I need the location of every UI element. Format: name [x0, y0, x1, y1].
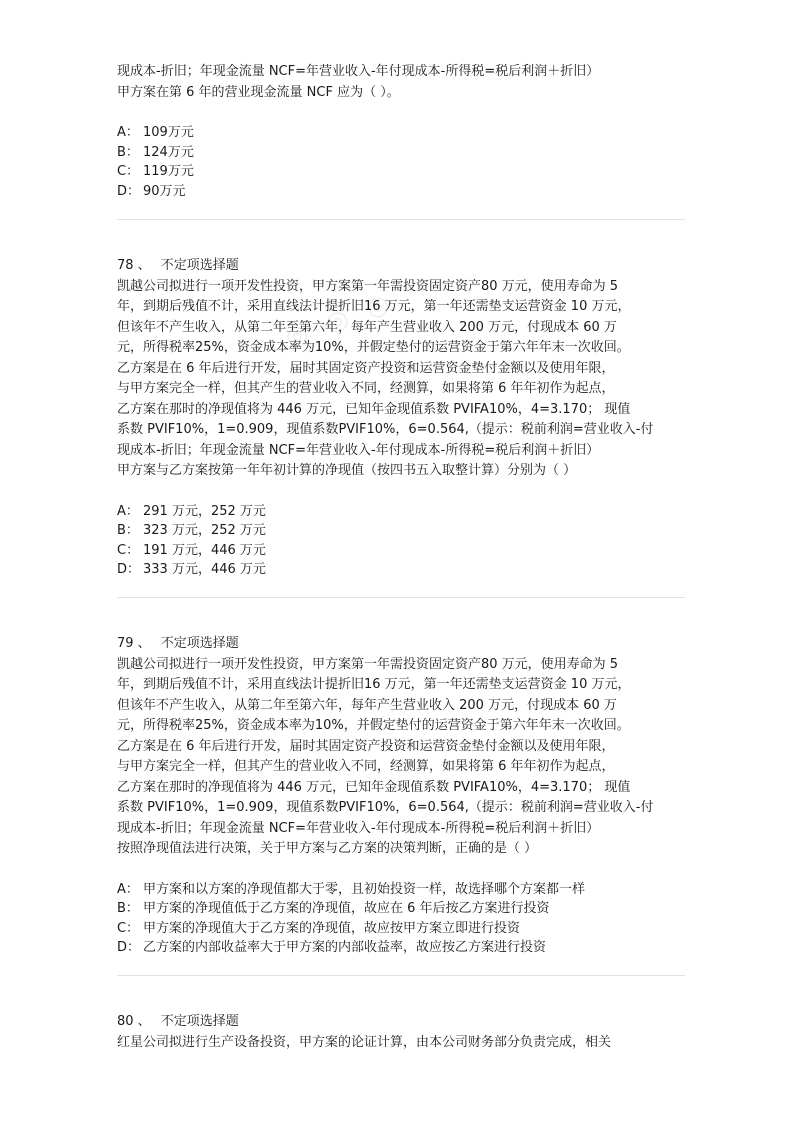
question-text-line: 红星公司拟进行生产设备投资，甲方案的论证计算，由本公司财务部分负责完成，相关 [117, 1034, 612, 1050]
option-letter: D： [117, 183, 141, 199]
option-text: 甲方案的净现值低于乙方案的净现值，故应在 6 年后按乙方案进行投资 [143, 901, 550, 916]
divider [117, 975, 685, 976]
option-a[interactable] [117, 123, 689, 143]
question-80 [117, 1012, 689, 1053]
option-letter: C： [117, 920, 140, 936]
option-letter: B： [117, 901, 139, 916]
divider [117, 597, 685, 598]
question-text-line: 与甲方案完全一样，但其产生的营业收入不同，经测算，如果将第 6 年年初作为起点， [117, 381, 615, 396]
option-text: 乙方案的内部收益率大于甲方案的内部收益率，故应按乙方案进行投资 [143, 940, 547, 955]
question-text-line: 系数 PVIF10%，1=0.909，现值系数PVIF10%，6=0.564,（提示：税前利润=营业收入-付 [117, 422, 654, 437]
question-text-line: 凯越公司拟进行一项开发性投资，甲方案第一年需投资固定资产80 万元，使用寿命为 5 [117, 278, 619, 294]
option-b[interactable] [117, 899, 689, 919]
question-text-line: 元，所得税率25%，资金成本率为10%，并假定垫付的运营资金于第六年年末一次收回。 [117, 340, 630, 355]
question-header [117, 1012, 689, 1033]
options-list [117, 123, 689, 201]
option-text: 124万元 [143, 144, 194, 160]
option-text: 191 万元，446 万元 [143, 542, 266, 558]
option-letter: C： [117, 542, 140, 558]
option-letter: A： [117, 503, 139, 519]
option-c[interactable] [117, 541, 689, 561]
question-text-line: 现成本-折旧；年现金流量 NCF=年营业收入-年付现成本-所得税=税后利润＋折旧） [117, 442, 600, 458]
question-79 [117, 634, 689, 958]
question-text-line: 但该年不产生收入，从第二年至第六年，每年产生营业收入 200 万元，付现成本 60 万 [117, 697, 617, 713]
question-text-line: 但该年不产生收入，从第二年至第六年，每年产生营业收入 200 万元，付现成本 60 万 [117, 319, 617, 335]
question-text-line: 乙方案是在 6 年后进行开发，届时其固定资产投资和运营资金垫付金额以及使用年限， [117, 738, 615, 754]
watermark: ◎ ◎ ◎ [281, 286, 399, 354]
question-text-line: 与甲方案完全一样，但其产生的营业收入不同，经测算，如果将第 6 年年初作为起点， [117, 759, 615, 774]
question-prompt: 按照净现值法进行决策，关于甲方案与乙方案的决策判断，正确的是（ ） [117, 841, 538, 856]
question-type: 不定项选择题 [160, 258, 239, 273]
question-text-line: 凯越公司拟进行一项开发性投资，甲方案第一年需投资固定资产80 万元，使用寿命为 5 [117, 656, 619, 672]
option-text: 119万元 [143, 164, 194, 179]
question-78 [117, 256, 689, 580]
question-prompt: 甲方案在第 6 年的营业现金流量 NCF 应为（ ）。 [117, 84, 400, 100]
option-text: 291 万元，252 万元 [143, 503, 266, 519]
option-letter: A： [117, 125, 139, 140]
question-text-line: 元，所得税率25%，资金成本率为10%，并假定垫付的运营资金于第六年年末一次收回。 [117, 718, 630, 733]
question-header [117, 634, 689, 655]
question-text-line: 年，到期后残值不计，采用直线法计提折旧16 万元，第一年还需垫支运营资金 10 万元， [117, 299, 631, 314]
option-d[interactable] [117, 182, 689, 202]
option-b[interactable] [117, 521, 689, 541]
option-c[interactable] [117, 162, 689, 182]
question-77-tail [117, 62, 689, 201]
option-letter: D： [117, 562, 141, 577]
options-list [117, 502, 689, 580]
question-number: 79 、 [117, 636, 151, 651]
question-prompt: 甲方案与乙方案按第一年年初计算的净现值（按四书五入取整计算）分别为（ ） [117, 463, 577, 478]
question-text-line: 现成本-折旧；年现金流量 NCF=年营业收入-年付现成本-所得税=税后利润＋折旧） [117, 820, 600, 836]
option-text: 109万元 [143, 125, 194, 140]
question-text-line: 系数 PVIF10%，1=0.909，现值系数PVIF10%，6=0.564,（提示：税前利润=营业收入-付 [117, 800, 654, 815]
question-number: 78 、 [117, 258, 151, 273]
option-text: 323 万元，252 万元 [143, 523, 266, 538]
option-text: 333 万元，446 万元 [143, 562, 266, 577]
option-d[interactable] [117, 560, 689, 580]
question-text-line: 乙方案在那时的净现值将为 446 万元，已知年金现值系数 PVIFA10%，4=3.170； 现值 [117, 779, 631, 795]
question-text-line: 乙方案是在 6 年后进行开发，届时其固定资产投资和运营资金垫付金额以及使用年限， [117, 360, 615, 376]
option-letter: B： [117, 144, 139, 160]
option-letter: A： [117, 881, 139, 897]
options-list [117, 880, 689, 958]
option-text: 甲方案的净现值大于乙方案的净现值，故应按甲方案立即进行投资 [143, 920, 521, 936]
question-number: 80 、 [117, 1014, 151, 1029]
option-a[interactable] [117, 502, 689, 522]
option-d[interactable] [117, 938, 689, 958]
question-header [117, 256, 689, 277]
question-type: 不定项选择题 [160, 636, 239, 651]
question-text-line: 乙方案在那时的净现值将为 446 万元，已知年金现值系数 PVIFA10%，4=3.170； 现值 [117, 401, 631, 417]
divider [117, 219, 685, 220]
option-c[interactable] [117, 919, 689, 939]
option-text: 90万元 [143, 183, 186, 199]
question-text-line: 现成本-折旧；年现金流量 NCF=年营业收入-年付现成本-所得税=税后利润＋折旧） [117, 64, 600, 79]
option-letter: B： [117, 523, 139, 538]
question-type: 不定项选择题 [160, 1014, 239, 1029]
option-letter: D： [117, 940, 141, 955]
option-text: 甲方案和以方案的净现值都大于零，且初始投资一样，故选择哪个方案都一样 [143, 881, 586, 897]
option-b[interactable] [117, 143, 689, 163]
question-text-line: 年，到期后残值不计，采用直线法计提折旧16 万元，第一年还需垫支运营资金 10 万元， [117, 677, 631, 692]
option-letter: C： [117, 164, 140, 179]
option-a[interactable] [117, 880, 689, 900]
